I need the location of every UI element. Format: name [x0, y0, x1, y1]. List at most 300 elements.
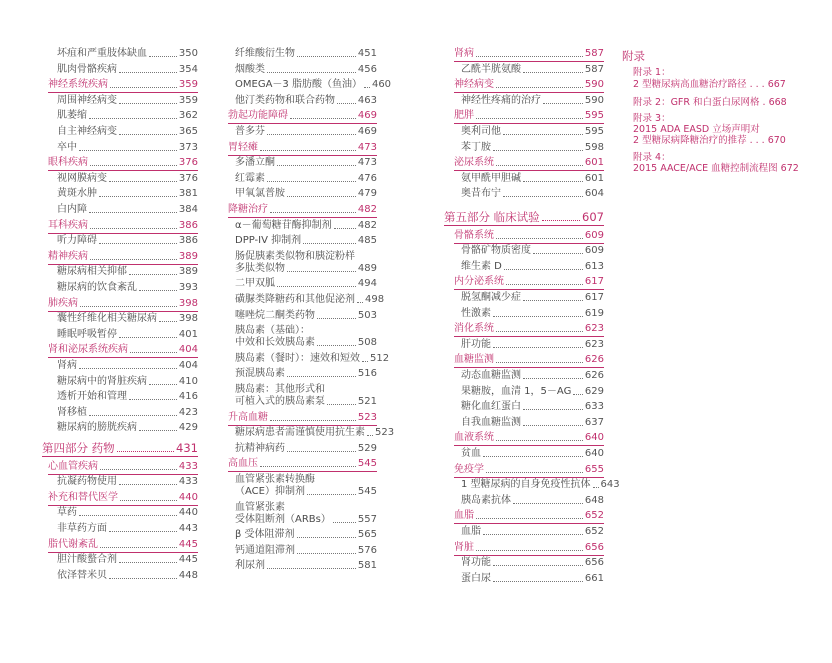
- toc-entry-title: 糖尿病的膀胱疾病: [57, 422, 137, 434]
- toc-section[interactable]: [454, 276, 604, 288]
- toc-entry-title: α－葡萄糖苷酶抑制剂: [235, 219, 332, 231]
- toc-item[interactable]: [461, 417, 604, 429]
- toc-entry-title: 内分泌系统: [454, 276, 504, 288]
- toc-entry-title: 第四部分 药物: [42, 441, 115, 455]
- toc-entry-title: 肥胖: [454, 110, 474, 122]
- section-underline: [48, 505, 198, 506]
- toc-section[interactable]: [454, 230, 604, 242]
- appendix-4-label: 附录 4：: [633, 152, 671, 163]
- toc-entry-title: 白内障: [57, 204, 87, 215]
- dot-leader: [89, 212, 177, 213]
- dot-leader: [119, 484, 177, 485]
- dot-leader: [270, 420, 356, 421]
- dot-leader: [267, 134, 356, 135]
- dot-leader: [129, 399, 177, 400]
- toc-item[interactable]: [461, 339, 604, 351]
- toc-item[interactable]: [235, 79, 392, 91]
- toc-section[interactable]: [454, 110, 604, 122]
- toc-item[interactable]: [235, 95, 377, 107]
- dot-leader: [159, 321, 177, 322]
- toc-item[interactable]: [57, 266, 198, 278]
- toc-item[interactable]: [235, 278, 377, 290]
- dot-leader: [79, 515, 177, 516]
- toc-part[interactable]: [444, 210, 604, 224]
- toc-page-number: 445: [178, 554, 198, 566]
- toc-page-number: 512: [370, 352, 390, 364]
- toc-entry-title: 利尿剂: [235, 560, 265, 572]
- toc-item[interactable]: [461, 261, 604, 273]
- toc-item-line1: 肠促胰素类似物和胰淀粉样: [235, 250, 355, 262]
- appendix-3-label: 附录 3：: [633, 113, 671, 124]
- toc-item[interactable]: [461, 448, 604, 460]
- toc-item[interactable]: [57, 570, 198, 582]
- toc-item[interactable]: [461, 308, 604, 320]
- toc-entry-title: 贫血: [461, 448, 481, 459]
- toc-page-number: 463: [357, 94, 377, 106]
- toc-item[interactable]: [461, 95, 604, 107]
- dot-leader: [290, 118, 356, 119]
- toc-section[interactable]: [454, 157, 604, 169]
- toc-page-number: 386: [178, 235, 198, 247]
- dot-leader: [100, 547, 177, 548]
- toc-section[interactable]: [228, 142, 377, 154]
- toc-item[interactable]: [461, 370, 604, 382]
- toc-section[interactable]: [454, 79, 604, 91]
- toc-item[interactable]: [235, 64, 377, 76]
- toc-entry-title: DPP-IV 抑制剂: [235, 235, 302, 247]
- toc-entry-title: 果糖胺，血清 1，5－AG: [461, 385, 572, 397]
- toc-entry-title: 自我血糖监测: [461, 416, 521, 428]
- toc-entry-title: 1 型糖尿病的自身免疫性抗体: [461, 479, 591, 491]
- toc-section[interactable]: [48, 298, 198, 310]
- section-underline: [454, 123, 604, 124]
- toc-page-number: 652: [584, 526, 604, 537]
- toc-section[interactable]: [48, 344, 198, 356]
- dot-leader: [79, 368, 177, 369]
- dot-leader: [149, 56, 177, 57]
- dot-leader: [483, 534, 583, 535]
- toc-entry-title: 糖尿病的饮食紊乱: [57, 282, 137, 293]
- toc-entry-title: 糖尿病患者需谨慎使用抗生素: [235, 427, 365, 439]
- dot-leader: [99, 196, 177, 197]
- toc-entry-title: 胆汁酸螯合剂: [57, 554, 117, 566]
- toc-section[interactable]: [48, 251, 198, 263]
- toc-entry-title: 第五部分 临床试验: [444, 210, 540, 224]
- toc-section[interactable]: [48, 79, 198, 91]
- dot-leader: [503, 196, 583, 197]
- toc-page-number: 440: [178, 491, 198, 503]
- toc-page-number: 386: [178, 219, 198, 231]
- appendix-2-title: 附录 2：GFR 和白蛋白尿网格 . 668: [633, 97, 787, 108]
- dot-leader: [317, 345, 356, 346]
- toc-item[interactable]: [57, 329, 198, 341]
- dot-leader: [496, 362, 583, 363]
- toc-item[interactable]: [57, 95, 198, 107]
- toc-item[interactable]: [57, 48, 198, 60]
- toc-item[interactable]: [235, 352, 390, 365]
- toc-entry-title: 抗凝药物使用: [57, 476, 117, 488]
- dot-leader: [120, 500, 177, 501]
- toc-page-number: 482: [357, 204, 377, 215]
- toc-entry-title: 多肽类似物: [235, 262, 285, 274]
- dot-leader: [297, 56, 356, 57]
- toc-page-number: 587: [584, 63, 604, 75]
- toc-entry-title: 高血压: [228, 458, 258, 470]
- toc-entry-title: 脂代谢紊乱: [48, 538, 98, 550]
- toc-item[interactable]: [57, 282, 198, 294]
- toc-item[interactable]: [57, 142, 198, 154]
- toc-item[interactable]: [57, 376, 198, 388]
- dot-leader: [503, 134, 583, 135]
- toc-entry-title: 受体阻断剂（ARBs）: [235, 513, 331, 525]
- toc-page-number: 410: [178, 375, 198, 387]
- toc-item[interactable]: [235, 443, 377, 455]
- dot-leader: [483, 456, 583, 457]
- toc-section[interactable]: [454, 542, 604, 554]
- toc-page-number: 590: [584, 79, 604, 91]
- toc-page-number: 479: [357, 188, 377, 200]
- dot-leader: [119, 562, 177, 563]
- toc-entry-title: 升高血糖: [228, 411, 268, 423]
- toc-entry-title: 眼科疾病: [48, 157, 88, 169]
- toc-page-number: 545: [357, 486, 377, 497]
- toc-entry-title: 奥利司他: [461, 126, 501, 137]
- toc-page-number: 529: [357, 442, 377, 454]
- dot-leader: [89, 415, 177, 416]
- toc-item[interactable]: [235, 529, 377, 541]
- toc-entry-title: 肾移植: [57, 406, 87, 418]
- toc-page-number: 626: [584, 354, 604, 366]
- toc-item[interactable]: [235, 294, 385, 306]
- dot-leader: [523, 425, 583, 426]
- dot-leader: [476, 550, 583, 551]
- toc-item[interactable]: [57, 407, 198, 419]
- dot-leader: [542, 220, 580, 221]
- dot-leader: [270, 212, 356, 213]
- toc-entry-title: 耳科疾病: [48, 219, 88, 231]
- toc-item[interactable]: [461, 245, 604, 257]
- toc-entry-title: 血脂: [454, 510, 474, 522]
- dot-leader: [364, 87, 370, 88]
- toc-item[interactable]: [235, 220, 377, 232]
- dot-leader: [523, 72, 583, 73]
- toc-item[interactable]: [57, 523, 198, 535]
- toc-item[interactable]: [57, 64, 198, 76]
- toc-page-number: 617: [584, 292, 604, 303]
- toc-page-number: 460: [371, 79, 392, 91]
- toc-entry-title: 消化系统: [454, 323, 494, 335]
- toc-page-number: 482: [357, 219, 377, 231]
- toc-item[interactable]: [235, 188, 377, 200]
- section-underline: [454, 61, 604, 62]
- toc-page-number: 443: [178, 523, 198, 534]
- toc-item[interactable]: [57, 507, 198, 519]
- toc-item[interactable]: [461, 126, 604, 138]
- dot-leader: [317, 318, 356, 319]
- toc-page-number: 423: [178, 406, 198, 418]
- section-underline: [454, 289, 604, 290]
- toc-item[interactable]: [235, 310, 377, 322]
- toc-entry-title: 胃轻瘫: [228, 141, 258, 153]
- toc-item[interactable]: [461, 142, 604, 154]
- dot-leader: [130, 352, 177, 353]
- toc-page-number: 601: [584, 157, 604, 169]
- section-underline: [228, 471, 377, 472]
- dot-leader: [277, 286, 356, 287]
- toc-entry-title: 中效和长效胰岛素: [235, 337, 315, 349]
- toc-section[interactable]: [48, 461, 198, 473]
- toc-item[interactable]: [57, 554, 198, 566]
- toc-item[interactable]: [235, 514, 377, 526]
- toc-page-number: 613: [584, 260, 604, 272]
- dot-leader: [119, 134, 177, 135]
- toc-entry-title: 噻唑烷二酮类药物: [235, 309, 315, 321]
- toc-entry-title: 多潘立酮: [235, 157, 275, 169]
- dot-leader: [504, 269, 583, 270]
- toc-page-number: 389: [178, 250, 198, 262]
- toc-entry-title: 肌萎缩: [57, 110, 87, 122]
- dot-leader: [139, 290, 177, 291]
- dot-leader: [80, 306, 177, 307]
- toc-section[interactable]: [48, 539, 198, 551]
- toc-page-number: 595: [584, 126, 604, 137]
- toc-page-number: 440: [178, 507, 198, 519]
- dot-leader: [303, 243, 356, 244]
- toc-item[interactable]: [461, 188, 604, 200]
- toc-section[interactable]: [228, 204, 377, 216]
- toc-page-number: 473: [357, 157, 377, 169]
- toc-section[interactable]: [454, 354, 604, 366]
- toc-page-number: 640: [584, 432, 604, 444]
- dot-leader: [493, 316, 583, 317]
- dot-leader: [493, 581, 583, 582]
- toc-item[interactable]: [461, 526, 604, 538]
- toc-entry-title: 血液系统: [454, 432, 494, 444]
- dot-leader: [513, 503, 583, 504]
- toc-page-number: 398: [178, 313, 198, 325]
- dot-leader: [486, 472, 583, 473]
- toc-entry-title: 血糖监测: [454, 354, 494, 366]
- toc-item[interactable]: [235, 545, 377, 557]
- toc-entry-title: 神经系统疾病: [48, 79, 108, 91]
- toc-entry-title: 二甲双胍: [235, 278, 275, 290]
- toc-item[interactable]: [235, 486, 377, 498]
- toc-section[interactable]: [48, 220, 198, 232]
- appendix-4-title: 2015 AACE/ACE 血糖控制流程图 672: [633, 163, 799, 174]
- toc-page-number: 557: [357, 513, 377, 525]
- toc-item[interactable]: [461, 292, 604, 304]
- toc-page-number: 643: [600, 479, 620, 491]
- dot-leader: [357, 302, 363, 303]
- toc-page-number: 637: [584, 416, 604, 428]
- toc-item[interactable]: [461, 479, 620, 491]
- toc-page-number: 350: [178, 48, 198, 59]
- section-underline: [228, 425, 377, 426]
- dot-leader: [334, 228, 356, 229]
- toc-entry-title: 糖尿病中的肾脏疾病: [57, 375, 147, 387]
- toc-item[interactable]: [235, 48, 377, 60]
- toc-entry-title: 肌肉骨骼疾病: [57, 63, 117, 75]
- toc-section[interactable]: [454, 48, 604, 60]
- dot-leader: [493, 565, 583, 566]
- dot-leader: [476, 56, 583, 57]
- toc-page-number: 373: [178, 141, 198, 153]
- toc-item[interactable]: [57, 476, 198, 488]
- toc-page-number: 404: [178, 360, 198, 371]
- toc-entry-title: 氨甲酰甲胆碱: [461, 172, 521, 184]
- toc-item[interactable]: [235, 173, 377, 185]
- dot-leader: [333, 522, 356, 523]
- toc-item-line1: 血管紧张素: [235, 501, 285, 513]
- toc-entry-title: 勃起功能障碍: [228, 110, 288, 122]
- toc-item[interactable]: [461, 495, 604, 507]
- toc-entry-title: 肾和泌尿系统疾病: [48, 344, 128, 356]
- toc-page-number: 619: [584, 307, 604, 319]
- toc-entry-title: 神经性疼痛的治疗: [461, 94, 541, 106]
- section-underline: [228, 123, 377, 124]
- toc-page-number: 523: [357, 411, 377, 423]
- dot-leader: [337, 103, 356, 104]
- toc-page-number: 485: [357, 235, 377, 247]
- toc-page-number: 354: [178, 63, 198, 75]
- dot-leader: [307, 494, 356, 495]
- section-underline: [48, 170, 198, 171]
- toc-entry-title: 视网膜病变: [57, 172, 107, 184]
- section-underline: [454, 92, 604, 93]
- toc-item[interactable]: [235, 126, 377, 138]
- section-underline: [228, 217, 377, 218]
- toc-entry-title: 甲氧氯普胺: [235, 188, 285, 200]
- toc-section[interactable]: [454, 432, 604, 444]
- toc-page-number: 623: [584, 323, 604, 335]
- toc-item[interactable]: [235, 263, 377, 275]
- toc-item[interactable]: [57, 391, 198, 403]
- toc-item[interactable]: [57, 188, 198, 200]
- toc-item-line1: 胰岛素（基础）：: [235, 325, 310, 337]
- toc-item[interactable]: [57, 126, 198, 138]
- toc-item[interactable]: [57, 204, 198, 216]
- toc-item[interactable]: [57, 235, 198, 247]
- toc-section[interactable]: [228, 110, 377, 122]
- toc-page-number: 623: [584, 338, 604, 350]
- dot-leader: [476, 518, 583, 519]
- dot-leader: [99, 243, 177, 244]
- dot-leader: [496, 440, 583, 441]
- toc-item[interactable]: [57, 110, 198, 122]
- toc-entry-title: 乙酰半胱氨酸: [461, 63, 521, 75]
- toc-page-number: 598: [584, 141, 604, 153]
- toc-item[interactable]: [235, 157, 377, 169]
- toc-item[interactable]: [461, 573, 604, 585]
- dot-leader: [496, 238, 583, 239]
- toc-entry-title: 他汀类药物和联合药物: [235, 94, 335, 106]
- toc-section[interactable]: [48, 157, 198, 169]
- toc-item[interactable]: [235, 560, 377, 572]
- toc-item[interactable]: [461, 173, 604, 185]
- toc-part[interactable]: [42, 441, 198, 455]
- dot-leader: [493, 347, 583, 348]
- toc-entry-title: 肾脏: [454, 541, 474, 553]
- toc-entry-title: 胰岛素抗体: [461, 494, 511, 506]
- toc-section[interactable]: [228, 458, 377, 470]
- toc-section[interactable]: [454, 510, 604, 522]
- toc-item[interactable]: [235, 396, 377, 408]
- toc-item[interactable]: [235, 235, 377, 247]
- section-underline: [454, 445, 604, 446]
- dot-leader: [90, 228, 177, 229]
- dot-leader: [129, 274, 177, 275]
- toc-page-number: 607: [582, 210, 604, 224]
- toc-item[interactable]: [461, 401, 604, 413]
- toc-item[interactable]: [461, 64, 604, 76]
- toc-item[interactable]: [57, 422, 198, 434]
- toc-page-number: 626: [584, 370, 604, 381]
- toc-item[interactable]: [461, 386, 604, 398]
- toc-section[interactable]: [48, 492, 198, 504]
- toc-page-number: 431: [176, 441, 198, 455]
- toc-item[interactable]: [235, 427, 395, 439]
- toc-entry-title: 性激素: [461, 307, 491, 319]
- toc-page-number: 359: [178, 94, 198, 106]
- toc-page-number: 609: [584, 245, 604, 257]
- appendix-1-title: 2 型糖尿病高血糖治疗路径 . . . 667: [633, 79, 786, 90]
- dot-leader: [90, 259, 177, 260]
- toc-item[interactable]: [235, 368, 377, 380]
- toc-page-number: 498: [365, 294, 385, 305]
- toc-entry-title: 坏疽和严重肢体缺血: [57, 48, 147, 59]
- toc-entry-title: 神经病变: [454, 79, 494, 91]
- toc-page-number: 401: [178, 328, 198, 340]
- toc-section[interactable]: [454, 464, 604, 476]
- toc-page-number: 404: [178, 344, 198, 356]
- toc-entry-title: 精神疾病: [48, 250, 88, 262]
- section-underline: [48, 233, 198, 234]
- toc-entry-title: 脱氢酮减少症: [461, 292, 521, 303]
- toc-page-number: 640: [584, 448, 604, 459]
- dot-leader: [496, 331, 583, 332]
- toc-entry-title: 肝功能: [461, 338, 491, 350]
- toc-page-number: 389: [178, 266, 198, 278]
- dot-leader: [496, 165, 583, 166]
- dot-leader: [109, 578, 177, 579]
- toc-entry-title: OMEGA－3 脂肪酸（鱼油）: [235, 79, 362, 91]
- toc-page-number: 595: [584, 110, 604, 122]
- toc-item[interactable]: [57, 313, 198, 325]
- section-underline: [48, 474, 198, 475]
- toc-item[interactable]: [461, 557, 604, 569]
- toc-page-number: 398: [178, 297, 198, 309]
- toc-page-number: 516: [357, 368, 377, 380]
- toc-entry-title: 普多芬: [235, 126, 265, 137]
- toc-entry-title: 心血管疾病: [48, 460, 98, 472]
- toc-page-number: 565: [357, 529, 377, 541]
- dot-leader: [149, 384, 177, 385]
- dot-leader: [362, 361, 368, 362]
- toc-item[interactable]: [235, 337, 377, 349]
- dot-leader: [89, 118, 177, 119]
- toc-page-number: 384: [178, 204, 198, 215]
- toc-page-number: 376: [178, 157, 198, 169]
- toc-page-number: 508: [357, 337, 377, 349]
- toc-item[interactable]: [57, 360, 198, 372]
- appendix-3-line2: 2015 ADA EASD 立场声明对: [633, 124, 760, 135]
- toc-entry-title: （ACE）抑制剂: [235, 486, 305, 497]
- toc-section[interactable]: [454, 323, 604, 335]
- toc-page-number: 604: [584, 188, 604, 200]
- toc-section[interactable]: [228, 412, 377, 424]
- toc-item[interactable]: [57, 173, 198, 185]
- toc-page-number: 576: [357, 544, 377, 556]
